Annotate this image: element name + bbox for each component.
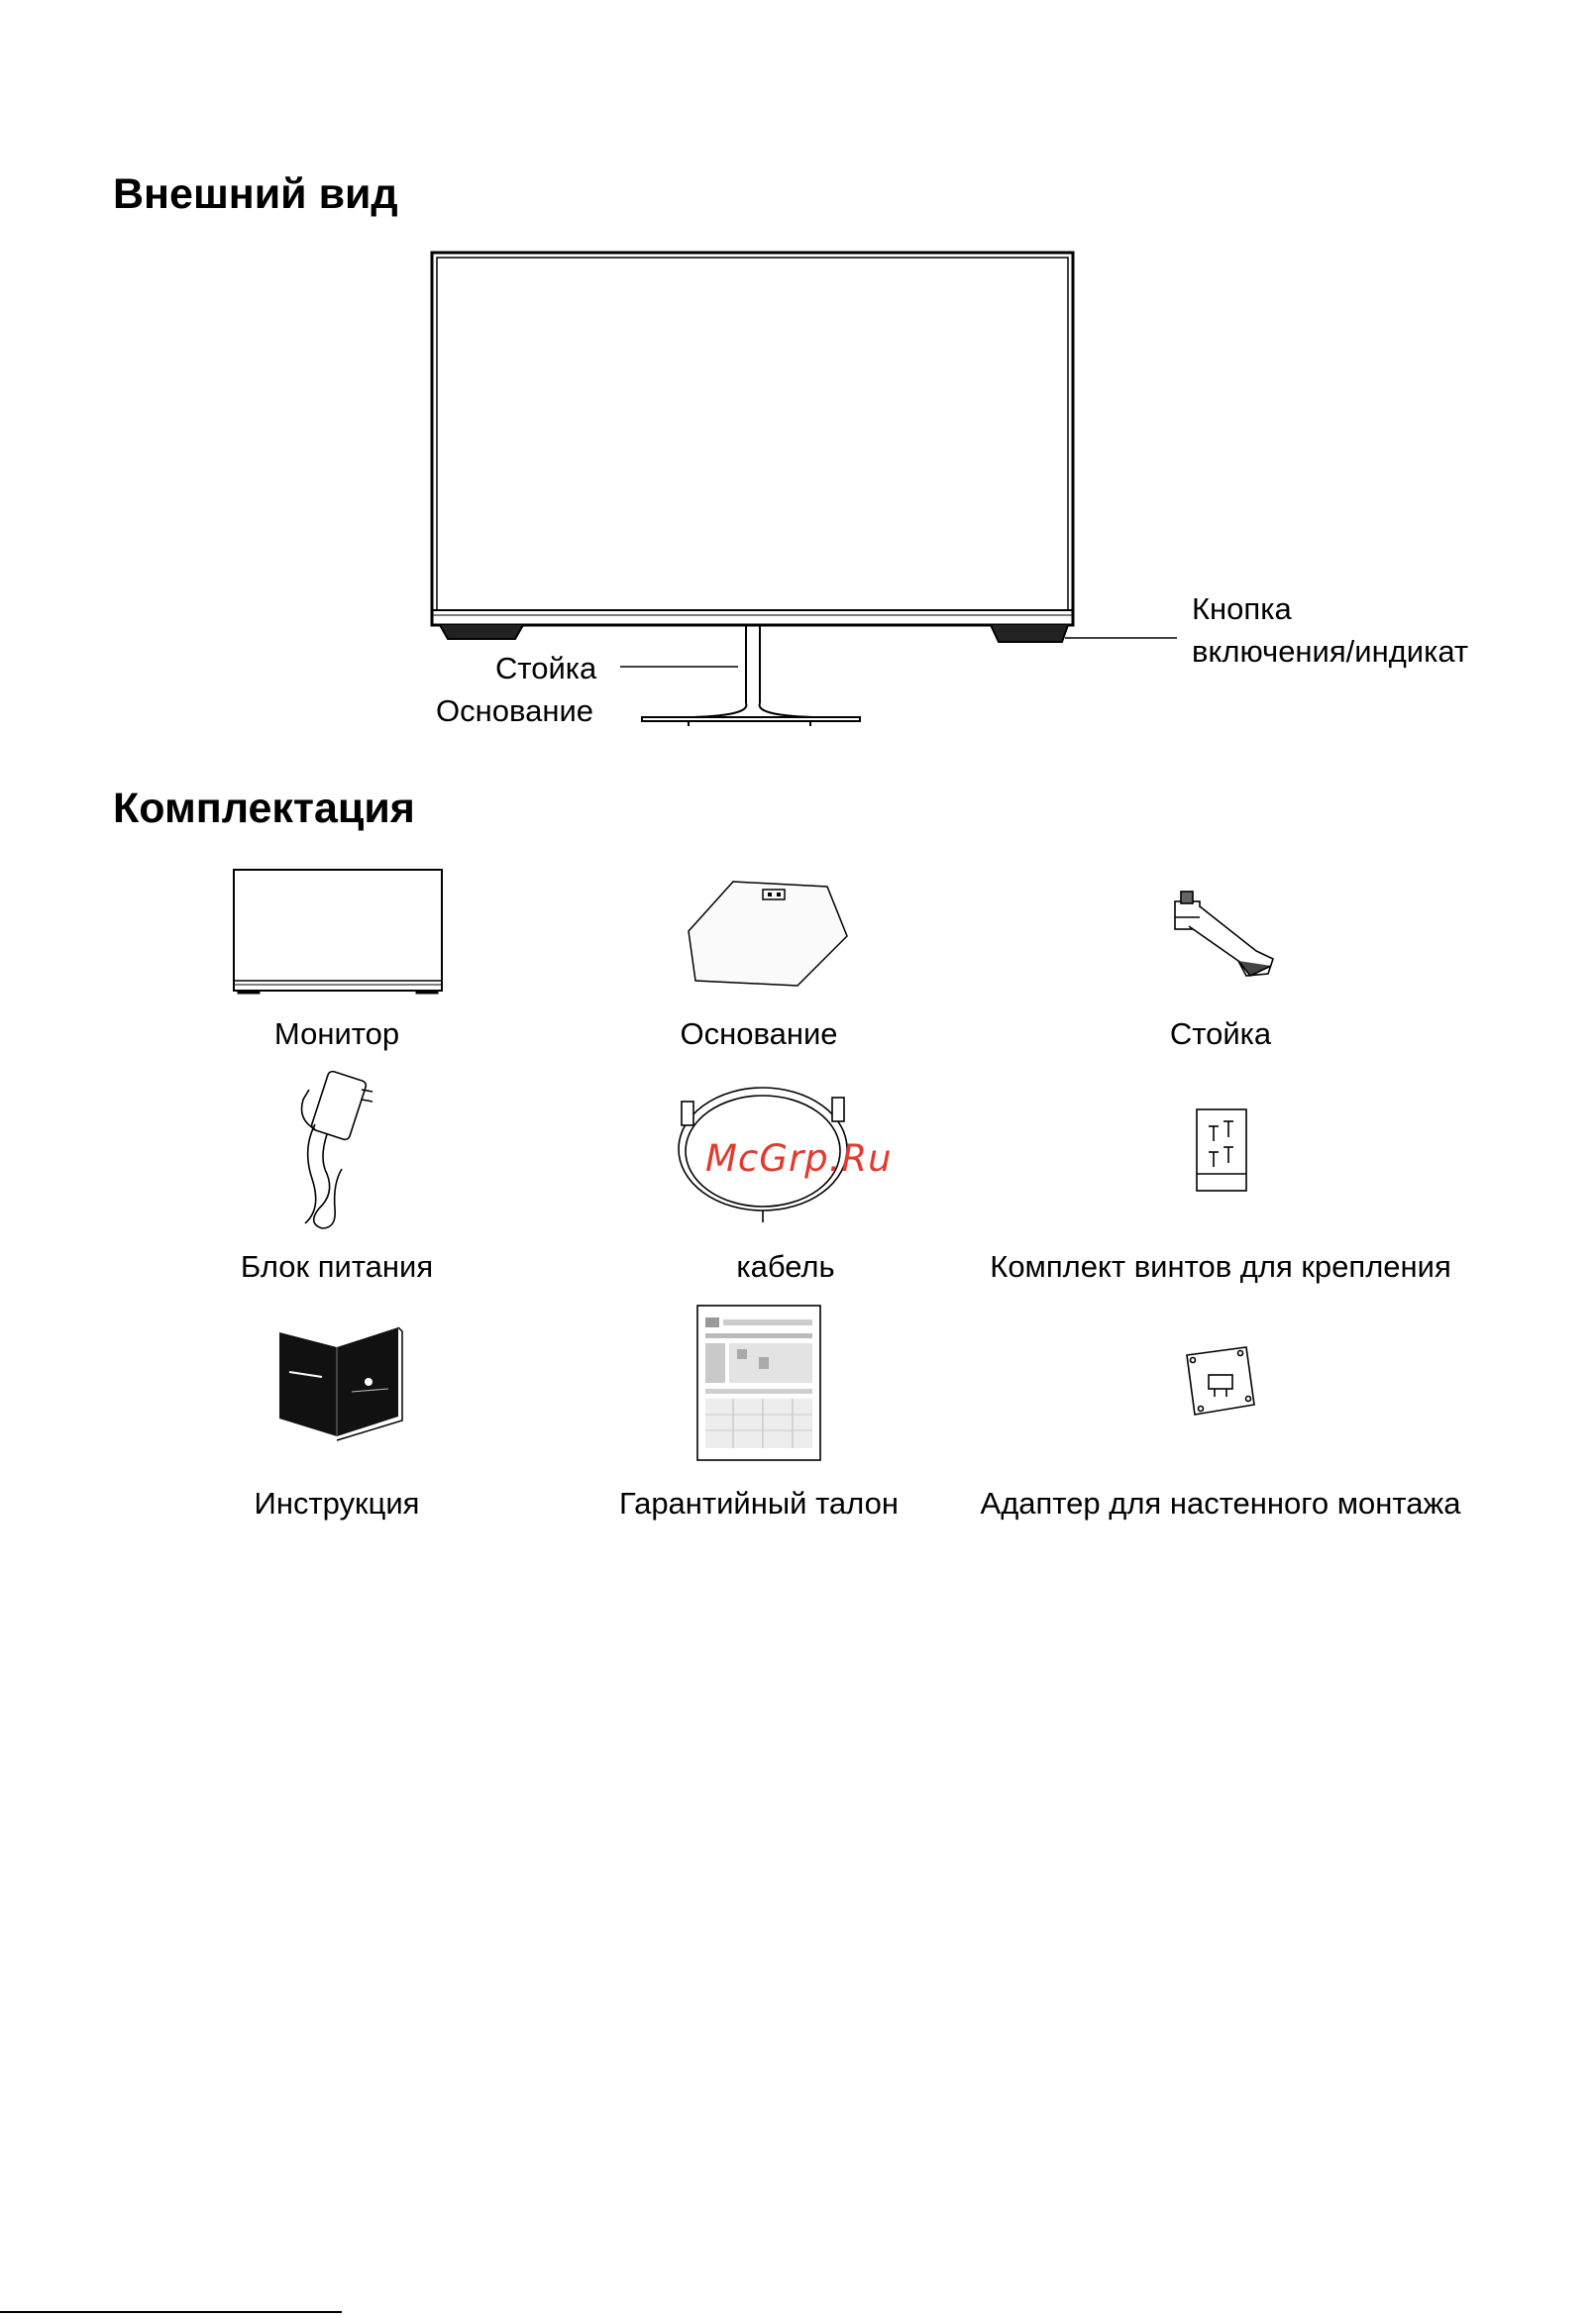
item-label-base: Основание [680,1016,838,1051]
footer-rule [0,2311,342,2313]
base-plate-icon [689,882,847,986]
item-label-manual: Инструкция [254,1486,420,1521]
section-title-contents: Комплектация [113,785,415,832]
item-label-stand: Стойка [1169,1016,1272,1051]
callout-power-button-line2: включения/индикат [1192,634,1469,669]
item-label-power-adapter: Блок питания [240,1249,434,1284]
item-label-screws: Комплект винтов для крепления [990,1249,1451,1284]
screws-icon [1197,1109,1246,1191]
wall-mount-adapter-icon [1187,1347,1254,1415]
warranty-card-icon [697,1306,820,1460]
callout-base: Основание [436,693,594,728]
power-adapter-icon [302,1070,373,1228]
item-label-monitor: Монитор [273,1016,400,1051]
item-label-warranty: Гарантийный талон [619,1486,899,1521]
item-label-cable: кабель [736,1249,835,1284]
callout-stand: Стойка [495,651,597,685]
watermark-text: McGrp.Ru [705,1137,893,1180]
item-label-wall-adapter: Адаптер для настенного монтажа [980,1486,1461,1521]
stand-arm-icon [1175,892,1273,976]
section-title-appearance: Внешний вид [113,170,398,218]
callout-power-button-line1: Кнопка [1192,591,1292,626]
manual-booklet-icon [279,1327,402,1440]
monitor-icon [234,870,442,994]
